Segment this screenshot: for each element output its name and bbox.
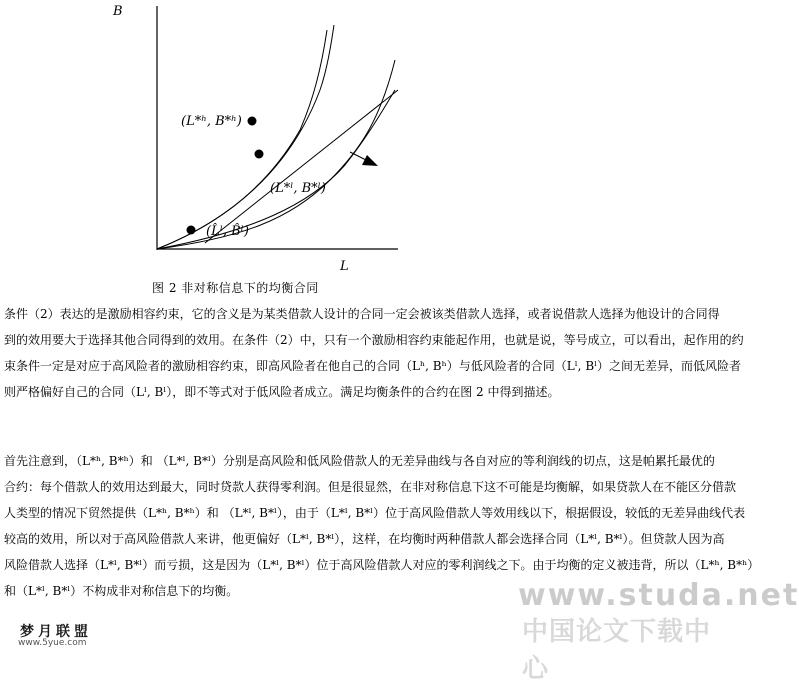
text-line: 则严格偏好自己的合同（Lˡ, Bˡ），即不等式对于低风险者成立。满足均衡条件的合约在图 2 中得到描述。: [4, 385, 560, 399]
label-low-optimum: (L*ˡ, B*ˡ): [270, 181, 326, 196]
low-risk-secant-line: [205, 90, 398, 243]
text-line: 风险借款人选择（L*ˡ, B*ˡ）而亏损，这是因为（L*ˡ, B*ˡ）位于高风险借款人对应的零利润线之下。由于均衡的定义被违背，所以（L*ʰ, B*ʰ）: [4, 558, 760, 572]
text-line: 束条件一定是对应于高风险者的激励相容约束，即高风险者在他自己的合同（Lʰ, Bʰ）与低风险者的合同（Lˡ, Bˡ）之间无差异，而低风险者: [4, 359, 742, 373]
figure-caption: 图 2 非对称信息下的均衡合同: [152, 281, 319, 295]
label-equilibrium: (L̂ˡ, B̂ˡ): [206, 224, 249, 239]
equilibrium-point: [187, 226, 196, 235]
equilibrium-figure: [0, 0, 737, 280]
high-risk-optimum-point: [248, 117, 257, 126]
high-risk-contract-point: [255, 150, 264, 159]
text-line: 首先注意到，（L*ʰ, B*ʰ）和 （L*ˡ, B*ˡ）分别是高风险和低风险借款人的无差异曲线与各自对应的等利润线的切点，这是帕累托最优的: [4, 454, 715, 468]
watermark-site-name: 中国论文下载中心: [522, 617, 712, 684]
y-axis-label: B: [113, 4, 123, 19]
high-risk-indifference-curve: [157, 25, 334, 249]
text-line: 合约：每个借款人的效用达到最大，同时贷款人获得零利润。但是很显然，在非对称信息下这不可能是均衡解，如果贷款人在不能区分借款: [4, 480, 737, 494]
text-line: 和（L*ˡ, B*ˡ）不构成非对称信息下的均衡。: [4, 584, 239, 598]
text-line: 到的效用要大于选择其他合同得到的效用。在条件（2）中，只有一个激励相容约束能起作用，也就是说，等号成立，可以看出，起作用的约: [4, 333, 744, 347]
paragraph-incentive-constraint: [4, 301, 744, 405]
high-risk-zero-profit-line: [157, 30, 327, 249]
text-line: 较高的效用，所以对于高风险借款人来讲，他更偏好（L*ˡ, B*ˡ），这样，在均衡时两种借款人都会选择合同（L*ˡ, B*ˡ）。但贷款人因为高: [4, 532, 725, 546]
text-line: 人类型的情况下贸然提供（L*ʰ, B*ʰ）和 （L*ˡ, B*ˡ），由于（L*ˡ, B*ˡ）位于高风险借款人等效用线以下，根据假设，较低的无差异曲线代表: [4, 506, 746, 520]
text-line: 条件（2）表达的是激励相容约束，它的含义是为某类借款人设计的合同一定会被该类借款人选择，或者说借款人选择为他设计的合同得: [4, 307, 720, 321]
x-axis-label: L: [340, 259, 349, 274]
logo-title: 梦月联盟: [20, 624, 92, 640]
shift-arrow-icon: [362, 155, 378, 166]
label-high-optimum: (L*ʰ, B*ʰ): [181, 114, 242, 129]
low-risk-indifference-curve: [157, 60, 395, 249]
logo-subtitle: www.5yue.com: [18, 638, 87, 648]
site-logo: [14, 621, 114, 649]
watermark-url: www.studa.net: [518, 578, 799, 613]
